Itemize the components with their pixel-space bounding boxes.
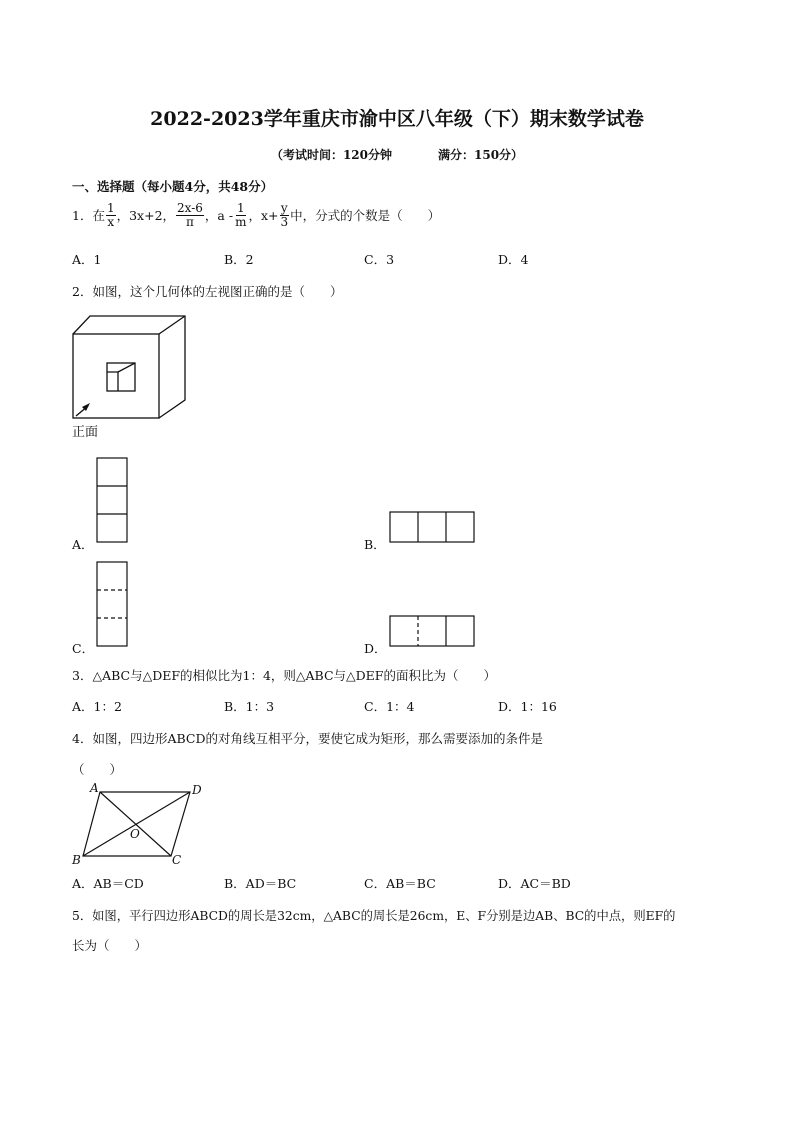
q3-option-c: C．1：4	[364, 699, 415, 714]
q4-option-d: D．AC＝BD	[498, 876, 571, 891]
q3-option-d: D．1：16	[498, 699, 557, 714]
vertex-d-label: D	[192, 783, 202, 797]
option-a-figure	[96, 457, 128, 543]
page-title: 2022-2023学年重庆市渝中区八年级（下）期末数学试卷	[150, 108, 644, 130]
q2-option-a: A．	[72, 537, 94, 552]
q1-option-a: A．1	[72, 252, 102, 267]
q3-option-b: B．1：3	[224, 699, 275, 714]
q1-prefix: 1．在	[72, 208, 105, 224]
fraction-3	[234, 202, 247, 228]
option-c-figure	[96, 561, 128, 647]
q1-suffix: 中，分式的个数是（ ）	[290, 208, 441, 224]
q2-option-b: B．	[364, 537, 386, 552]
fraction-4	[280, 202, 290, 228]
q2-option-d: D．	[364, 641, 387, 656]
front-label: 正面	[72, 425, 99, 440]
fraction-denominator: π	[186, 214, 194, 229]
exam-info	[0, 146, 794, 163]
q1-separator: ，a -	[204, 208, 234, 224]
option-d-figure	[389, 615, 475, 647]
section-heading: 一、选择题（每小题4分，共48分）	[72, 179, 274, 194]
q3-option-a: A．1：2	[72, 699, 122, 714]
question-4-paren: （ ）	[72, 762, 123, 777]
question-2: 2．如图，这个几何体的左视图正确的是（ ）	[72, 284, 343, 299]
q1-option-c: C．3	[364, 252, 395, 267]
question-4: 4．如图，四边形ABCD的对角线互相平分，要使它成为矩形，那么需要添加的条件是	[72, 731, 543, 746]
q1-option-b: B．2	[224, 252, 254, 267]
center-o-label: O	[130, 827, 140, 841]
fraction-denominator: x	[107, 214, 115, 229]
fraction-1	[106, 202, 116, 228]
vertex-a-label: A	[90, 781, 99, 795]
q4-option-b: B．AD＝BC	[224, 876, 297, 891]
fraction-numerator: y	[280, 201, 288, 215]
q4-option-c: C．AB＝BC	[364, 876, 436, 891]
exam-time: （考试时间：120分钟	[270, 148, 392, 162]
exam-score: 满分：150分）	[438, 148, 524, 162]
fraction-denominator: 3	[280, 214, 289, 229]
question-5-line1: 5．如图，平行四边形ABCD的周长是32cm，△ABC的周长是26cm，E、F分别是边AB、BC的中点，则EF的	[72, 909, 676, 923]
fraction-numerator: 2x-6	[177, 201, 203, 215]
parallelogram-figure	[68, 780, 208, 866]
q1-separator: ，3x+2，	[116, 208, 176, 224]
cube-figure	[70, 312, 190, 424]
q2-option-c: C．	[72, 641, 95, 656]
fraction-denominator: m	[235, 214, 247, 229]
question-5-line2: 长为（ ）	[72, 938, 148, 953]
q1-separator: ，x+	[248, 208, 279, 224]
option-b-figure	[389, 511, 475, 543]
vertex-c-label: C	[172, 853, 182, 867]
question-1	[72, 202, 440, 228]
fraction-2	[176, 202, 204, 228]
fraction-numerator: 1	[236, 201, 245, 215]
q4-option-a: A．AB＝CD	[72, 876, 144, 891]
vertex-b-label: B	[72, 853, 81, 867]
fraction-numerator: 1	[106, 201, 115, 215]
question-3: 3．△ABC与△DEF的相似比为1：4，则△ABC与△DEF的面积比为（ ）	[72, 668, 496, 683]
q1-option-d: D．4	[498, 252, 529, 267]
